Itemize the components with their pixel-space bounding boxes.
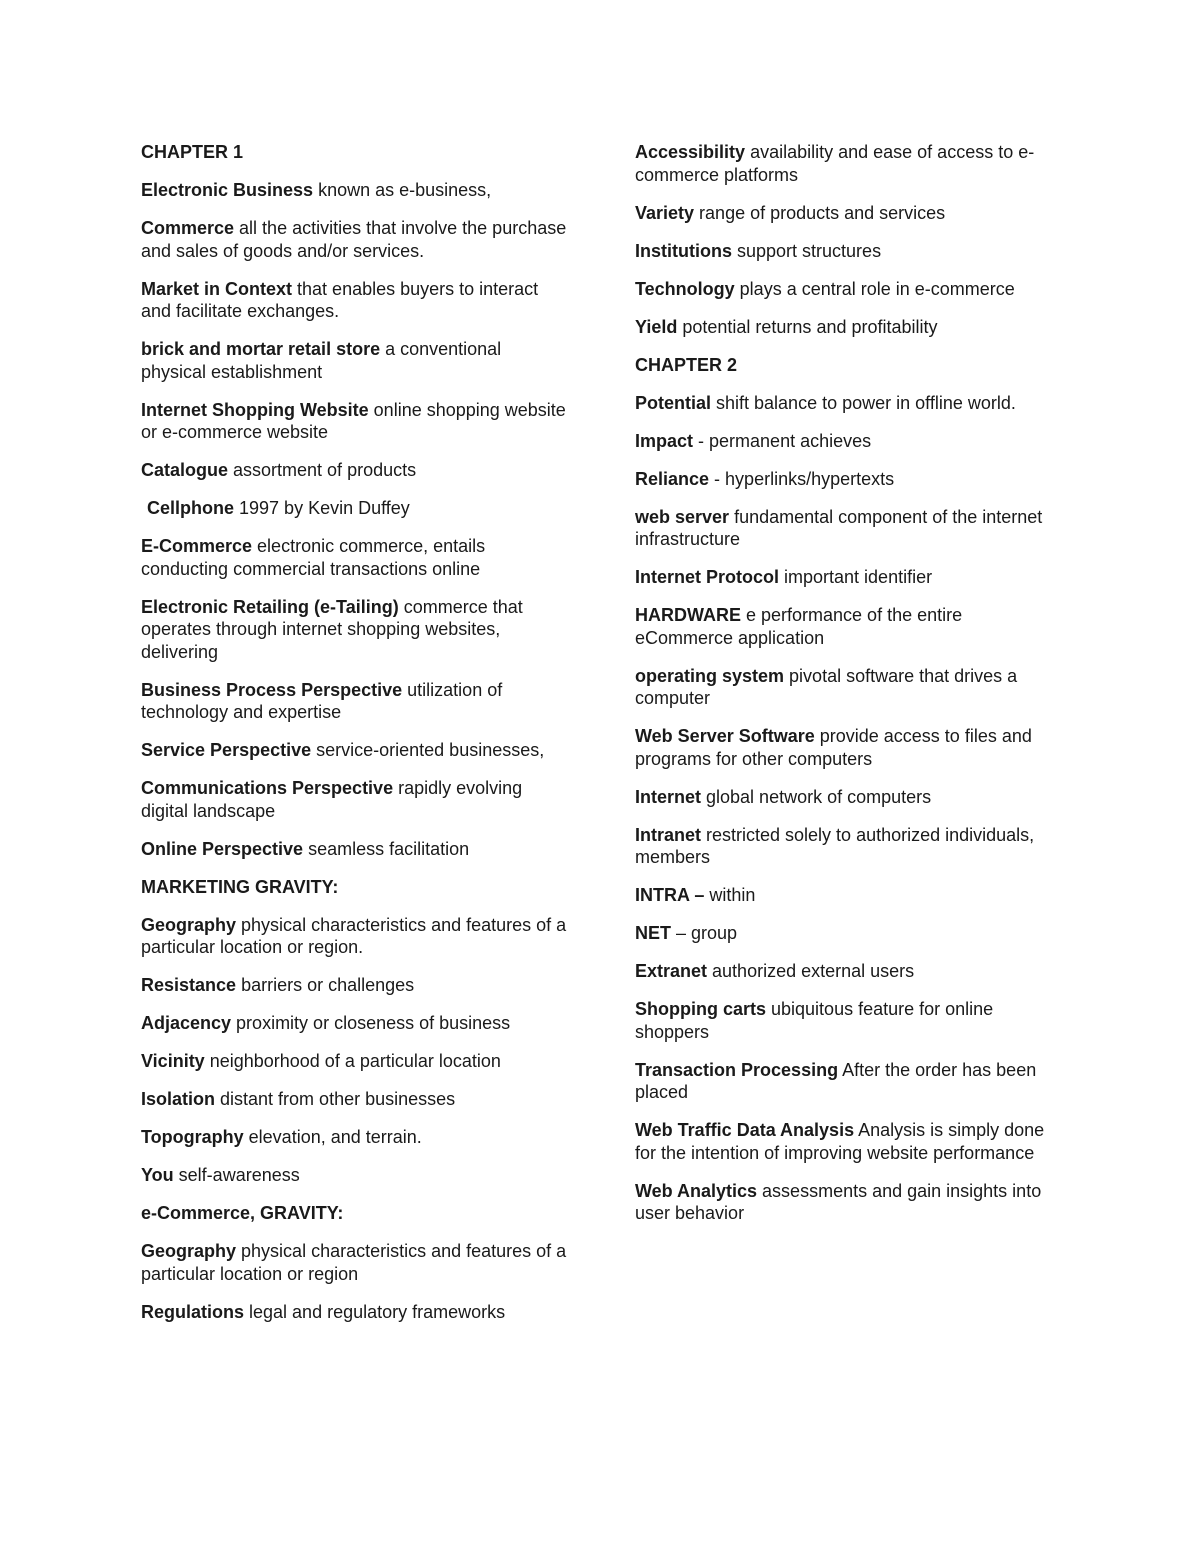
glossary-entry bbox=[635, 566, 1065, 589]
glossary-definition: support structures bbox=[732, 240, 882, 261]
glossary-term: Geography bbox=[141, 914, 237, 935]
glossary-term: Electronic Business bbox=[141, 180, 314, 200]
glossary-entry bbox=[141, 1126, 571, 1149]
glossary-definition: physical characteristics and features of a particular location or region bbox=[141, 1241, 567, 1284]
glossary-term: Communications Perspective bbox=[141, 778, 394, 798]
glossary-entry bbox=[635, 1119, 1065, 1164]
glossary-definition: e performance of the entire eCommerce application bbox=[635, 605, 963, 648]
chapter-heading: CHAPTER 1 bbox=[141, 142, 244, 162]
section-heading: MARKETING GRAVITY: bbox=[141, 876, 339, 897]
glossary-term: Accessibility bbox=[635, 142, 746, 162]
glossary-definition: seamless facilitation bbox=[303, 838, 470, 859]
glossary-term: You bbox=[141, 1165, 174, 1185]
glossary-definition: fundamental component of the internet infrastructure bbox=[635, 506, 1043, 549]
glossary-term: Institutions bbox=[635, 240, 732, 261]
glossary-term: E-Commerce bbox=[141, 536, 253, 556]
glossary-definition: assessments and gain insights into user behavior bbox=[635, 1180, 1042, 1223]
glossary-definition: a conventional physical establishment bbox=[141, 339, 502, 382]
glossary-entry bbox=[141, 777, 571, 822]
glossary-definition: 1997 by Kevin Duffey bbox=[234, 498, 410, 518]
glossary-term: Web Analytics bbox=[635, 1180, 758, 1201]
glossary-definition: potential returns and profitability bbox=[677, 316, 938, 337]
glossary-definition: commerce that operates through internet shopping websites, delivering bbox=[141, 596, 523, 662]
glossary-term: Intranet bbox=[635, 824, 702, 845]
glossary-definition: all the activities that involve the purchase and sales of goods and/or services. bbox=[141, 218, 567, 261]
glossary-entry bbox=[141, 399, 571, 444]
glossary-term: Transaction Processing bbox=[635, 1059, 839, 1080]
glossary-definition: electronic commerce, entails conducting commercial transactions online bbox=[141, 536, 486, 579]
glossary-definition: - hyperlinks/hypertexts bbox=[709, 468, 895, 489]
glossary-entry bbox=[141, 338, 571, 383]
glossary-entry bbox=[635, 786, 1065, 809]
glossary-term: Catalogue bbox=[141, 460, 229, 480]
glossary-term: Extranet bbox=[635, 961, 708, 981]
glossary-definition: assortment of products bbox=[228, 460, 417, 480]
glossary-definition: barriers or challenges bbox=[236, 975, 415, 995]
glossary-entry bbox=[141, 535, 571, 580]
glossary-entry bbox=[635, 604, 1065, 649]
glossary-entry bbox=[141, 497, 571, 520]
glossary-entry bbox=[141, 459, 571, 482]
glossary-definition: authorized external users bbox=[707, 961, 915, 981]
glossary-entry bbox=[141, 679, 571, 724]
glossary-entry bbox=[635, 824, 1065, 869]
glossary-definition: restricted solely to authorized individuals, members bbox=[635, 824, 1035, 867]
glossary-term: Potential bbox=[635, 392, 712, 413]
glossary-entry bbox=[635, 392, 1065, 415]
glossary-definition: neighborhood of a particular location bbox=[204, 1051, 501, 1071]
right-column bbox=[635, 141, 1065, 1240]
glossary-entry bbox=[635, 665, 1065, 710]
glossary-term: HARDWARE bbox=[635, 605, 741, 625]
glossary-entry bbox=[635, 884, 1065, 907]
glossary-entry bbox=[635, 202, 1065, 225]
glossary-term: Cellphone bbox=[147, 498, 235, 518]
glossary-definition: Analysis is simply done for the intention of improving website performance bbox=[635, 1120, 1045, 1163]
glossary-definition: self-awareness bbox=[173, 1165, 300, 1185]
glossary-entry bbox=[141, 739, 571, 762]
glossary-entry bbox=[141, 914, 571, 959]
glossary-entry bbox=[635, 922, 1065, 945]
glossary-term: Vicinity bbox=[141, 1051, 205, 1071]
glossary-definition: pivotal software that drives a computer bbox=[635, 665, 1018, 708]
glossary-definition: global network of computers bbox=[701, 786, 932, 807]
glossary-definition: elevation, and terrain. bbox=[243, 1127, 422, 1147]
glossary-term: Variety bbox=[635, 202, 695, 223]
glossary-entry bbox=[635, 468, 1065, 491]
glossary-entry bbox=[635, 1059, 1065, 1104]
left-column bbox=[141, 141, 571, 1339]
glossary-term: Shopping carts bbox=[635, 999, 767, 1019]
glossary-entry bbox=[635, 430, 1065, 453]
glossary-term: Internet bbox=[635, 786, 702, 807]
glossary-term: Technology bbox=[635, 278, 735, 299]
glossary-term: Online Perspective bbox=[141, 838, 304, 859]
glossary-definition: important identifier bbox=[779, 567, 933, 587]
glossary-term: operating system bbox=[635, 665, 785, 686]
glossary-definition: that enables buyers to interact and facilitate exchanges. bbox=[141, 278, 539, 321]
glossary-definition: online shopping website or e-commerce website bbox=[141, 399, 566, 442]
glossary-definition: within bbox=[704, 885, 756, 905]
glossary-definition: shift balance to power in offline world. bbox=[711, 392, 1016, 413]
glossary-term: Web Traffic Data Analysis bbox=[635, 1120, 855, 1140]
glossary-term: Service Perspective bbox=[141, 740, 312, 760]
glossary-entry bbox=[141, 974, 571, 997]
chapter-heading: CHAPTER 2 bbox=[635, 354, 738, 375]
glossary-entry bbox=[635, 278, 1065, 301]
glossary-definition: After the order has been placed bbox=[635, 1059, 1037, 1102]
glossary-entry bbox=[635, 316, 1065, 339]
glossary-term: Commerce bbox=[141, 218, 235, 238]
glossary-entry bbox=[635, 506, 1065, 551]
glossary-definition: plays a central role in e-commerce bbox=[734, 278, 1015, 299]
glossary-term: Resistance bbox=[141, 975, 237, 995]
glossary-term: Topography bbox=[141, 1127, 244, 1147]
glossary-definition: legal and regulatory frameworks bbox=[244, 1301, 506, 1322]
glossary-definition: provide access to files and programs for other computers bbox=[635, 726, 1032, 769]
glossary-entry bbox=[635, 960, 1065, 983]
glossary-definition: range of products and services bbox=[694, 202, 946, 223]
glossary-definition: proximity or closeness of business bbox=[231, 1013, 511, 1033]
glossary-entry bbox=[635, 141, 1065, 186]
glossary-term: web server bbox=[635, 506, 730, 527]
glossary-term: Web Server Software bbox=[635, 726, 815, 746]
glossary-definition: utilization of technology and expertise bbox=[141, 679, 503, 722]
glossary-entry bbox=[635, 725, 1065, 770]
glossary-term: Internet Protocol bbox=[635, 567, 780, 587]
glossary-entry bbox=[141, 1164, 571, 1187]
glossary-definition: physical characteristics and features of a particular location or region. bbox=[141, 914, 567, 957]
glossary-entry bbox=[141, 838, 571, 861]
glossary-entry bbox=[141, 1088, 571, 1111]
glossary-definition: availability and ease of access to e-commerce platforms bbox=[635, 142, 1035, 185]
glossary-term: Electronic Retailing (e-Tailing) bbox=[141, 596, 399, 617]
glossary-term: Isolation bbox=[141, 1089, 216, 1109]
glossary-definition: service-oriented businesses, bbox=[311, 740, 545, 760]
glossary-definition: rapidly evolving digital landscape bbox=[141, 778, 523, 821]
glossary-term: Internet Shopping Website bbox=[141, 399, 369, 420]
glossary-term: Market in Context bbox=[141, 278, 293, 299]
glossary-term: Adjacency bbox=[141, 1013, 232, 1033]
glossary-entry bbox=[635, 1180, 1065, 1225]
glossary-term: NET bbox=[635, 923, 671, 943]
glossary-term: INTRA – bbox=[635, 885, 705, 905]
glossary-entry bbox=[635, 998, 1065, 1043]
glossary-entry bbox=[141, 278, 571, 323]
glossary-entry bbox=[141, 1240, 571, 1285]
glossary-term: brick and mortar retail store bbox=[141, 339, 381, 359]
section-heading: e-Commerce, GRAVITY: bbox=[141, 1203, 344, 1223]
glossary-term: Regulations bbox=[141, 1301, 245, 1322]
glossary-entry bbox=[141, 1050, 571, 1073]
glossary-definition: ubiquitous feature for online shoppers bbox=[635, 999, 994, 1042]
glossary-entry bbox=[141, 217, 571, 262]
glossary-entry bbox=[141, 1301, 571, 1324]
glossary-term: Impact bbox=[635, 430, 694, 451]
glossary-term: Business Process Perspective bbox=[141, 679, 403, 700]
glossary-term: Yield bbox=[635, 316, 678, 337]
glossary-term: Reliance bbox=[635, 468, 710, 489]
glossary-definition: distant from other businesses bbox=[215, 1089, 456, 1109]
glossary-definition: - permanent achieves bbox=[693, 430, 872, 451]
glossary-definition: – group bbox=[671, 923, 738, 943]
glossary-entry bbox=[141, 1012, 571, 1035]
glossary-definition: known as e-business, bbox=[313, 180, 492, 200]
glossary-entry bbox=[141, 179, 571, 202]
glossary-entry bbox=[635, 240, 1065, 263]
glossary-entry bbox=[141, 596, 571, 664]
glossary-term: Geography bbox=[141, 1241, 237, 1261]
